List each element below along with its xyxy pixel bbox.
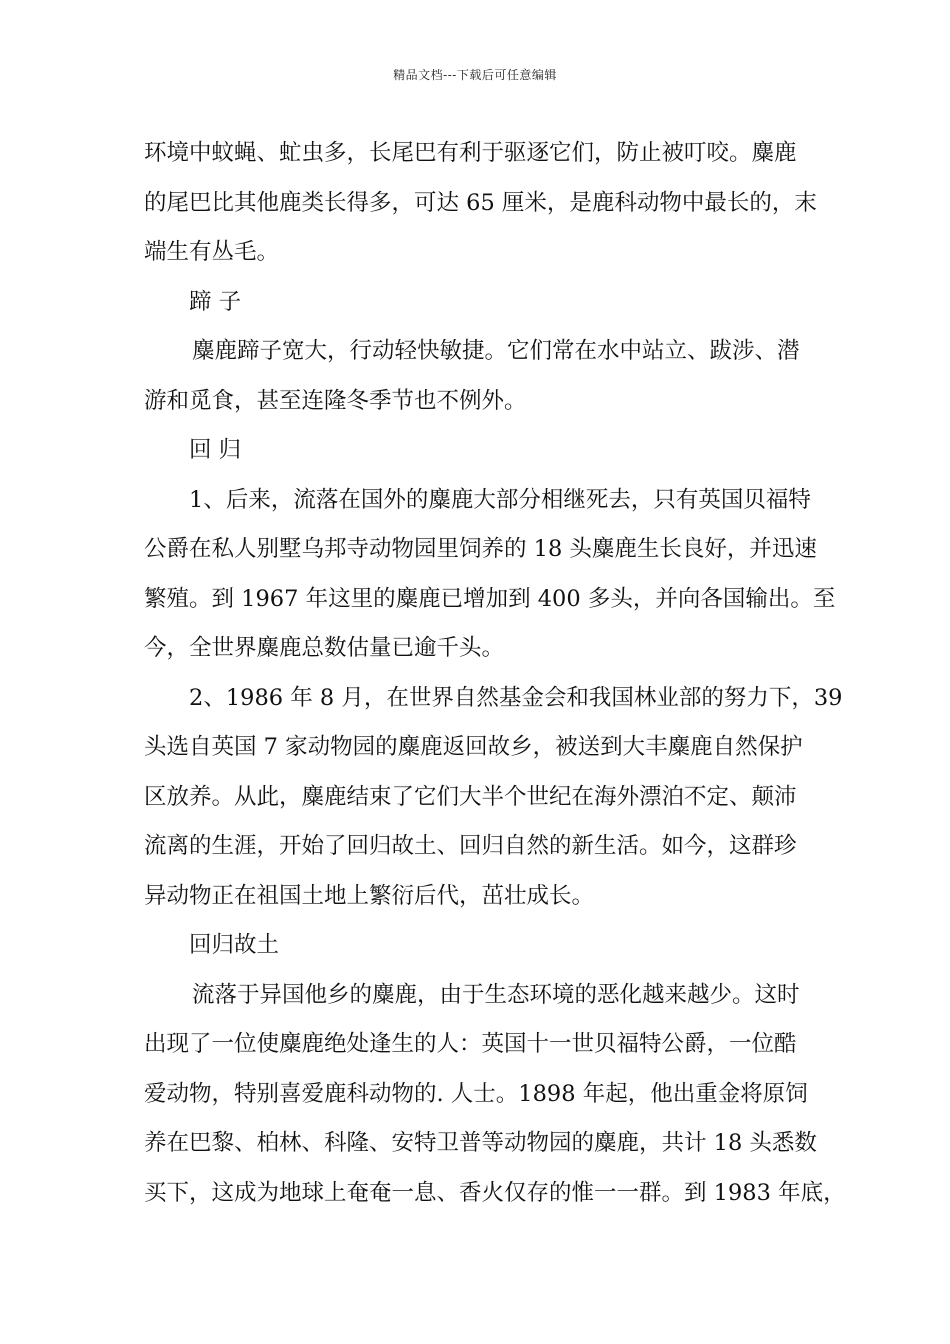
text-line: 头选自英国 7 家动物园的麋鹿返回故乡，被送到大丰麋鹿自然保护 bbox=[144, 734, 803, 760]
text-line: 公爵在私人别墅乌邦寺动物园里饲养的 18 头麋鹿生长良好，并迅速 bbox=[144, 536, 817, 562]
text-line: 环境中蚊蝇、虻虫多，长尾巴有利于驱逐它们，防止被叮咬。麋鹿 bbox=[144, 140, 797, 166]
text-line: 流离的生涯，开始了回归故土、回归自然的新生活。如今，这群珍 bbox=[144, 833, 797, 859]
text-line: 异动物正在祖国土地上繁衍后代，茁壮成长。 bbox=[144, 882, 595, 909]
paragraph-tail-description bbox=[144, 129, 824, 278]
text-line: 的尾巴比其他鹿类长得多，可达 65 厘米，是鹿科动物中最长的，末 bbox=[144, 189, 817, 216]
text-line: 繁殖。到 1967 年这里的麋鹿已增加到 400 多头，并向各国输出。至 bbox=[144, 585, 836, 612]
heading-text: 蹄 子 bbox=[189, 288, 242, 315]
paragraph-hooves bbox=[144, 327, 824, 426]
text-line: 养在巴黎、柏林、科隆、安特卫普等动物园的麋鹿，共计 18 头悉数 bbox=[144, 1130, 817, 1156]
text-line: 游和觅食，甚至连隆冬季节也不例外。 bbox=[144, 387, 527, 414]
text-line: 2、1986 年 8 月，在世界自然基金会和我国林业部的努力下，39 bbox=[189, 684, 843, 711]
page-header: 精品文档---下载后可任意编辑 bbox=[393, 68, 557, 82]
paragraph-return-2 bbox=[144, 674, 843, 922]
document-body bbox=[144, 129, 846, 1218]
paragraph-return-1 bbox=[144, 476, 836, 674]
text-line: 麋鹿蹄子宽大，行动轻快敏捷。它们常在水中站立、跋涉、潜 bbox=[192, 338, 800, 364]
text-line: 流落于异国他乡的麋鹿，由于生态环境的恶化越来越少。这时 bbox=[192, 981, 800, 1008]
text-line: 端生有丛毛。 bbox=[144, 239, 280, 265]
heading-text: 回 归 bbox=[189, 437, 242, 463]
text-line: 区放养。从此，麋鹿结束了它们大半个世纪在海外漂泊不定、颠沛 bbox=[144, 783, 797, 810]
text-line: 爱动物，特别喜爱鹿科动物的. 人士。1898 年起，他出重金将原饲 bbox=[144, 1080, 808, 1107]
heading-text: 回归故土 bbox=[189, 932, 280, 958]
text-line: 出现了一位使麋鹿绝处逢生的人：英国十一世贝福特公爵，一位酷 bbox=[144, 1031, 797, 1057]
section-heading-hooves bbox=[144, 278, 824, 328]
text-line: 今，全世界麋鹿总数估量已逾千头。 bbox=[144, 635, 505, 661]
section-heading-homecoming bbox=[144, 921, 824, 971]
text-line: 1、后来，流落在国外的麋鹿大部分相继死去，只有英国贝福特 bbox=[189, 486, 811, 513]
section-heading-return bbox=[144, 426, 824, 476]
paragraph-homecoming bbox=[144, 971, 846, 1219]
text-line: 买下，这成为地球上奄奄一息、香火仅存的惟一一群。到 1983 年底， bbox=[144, 1179, 846, 1206]
